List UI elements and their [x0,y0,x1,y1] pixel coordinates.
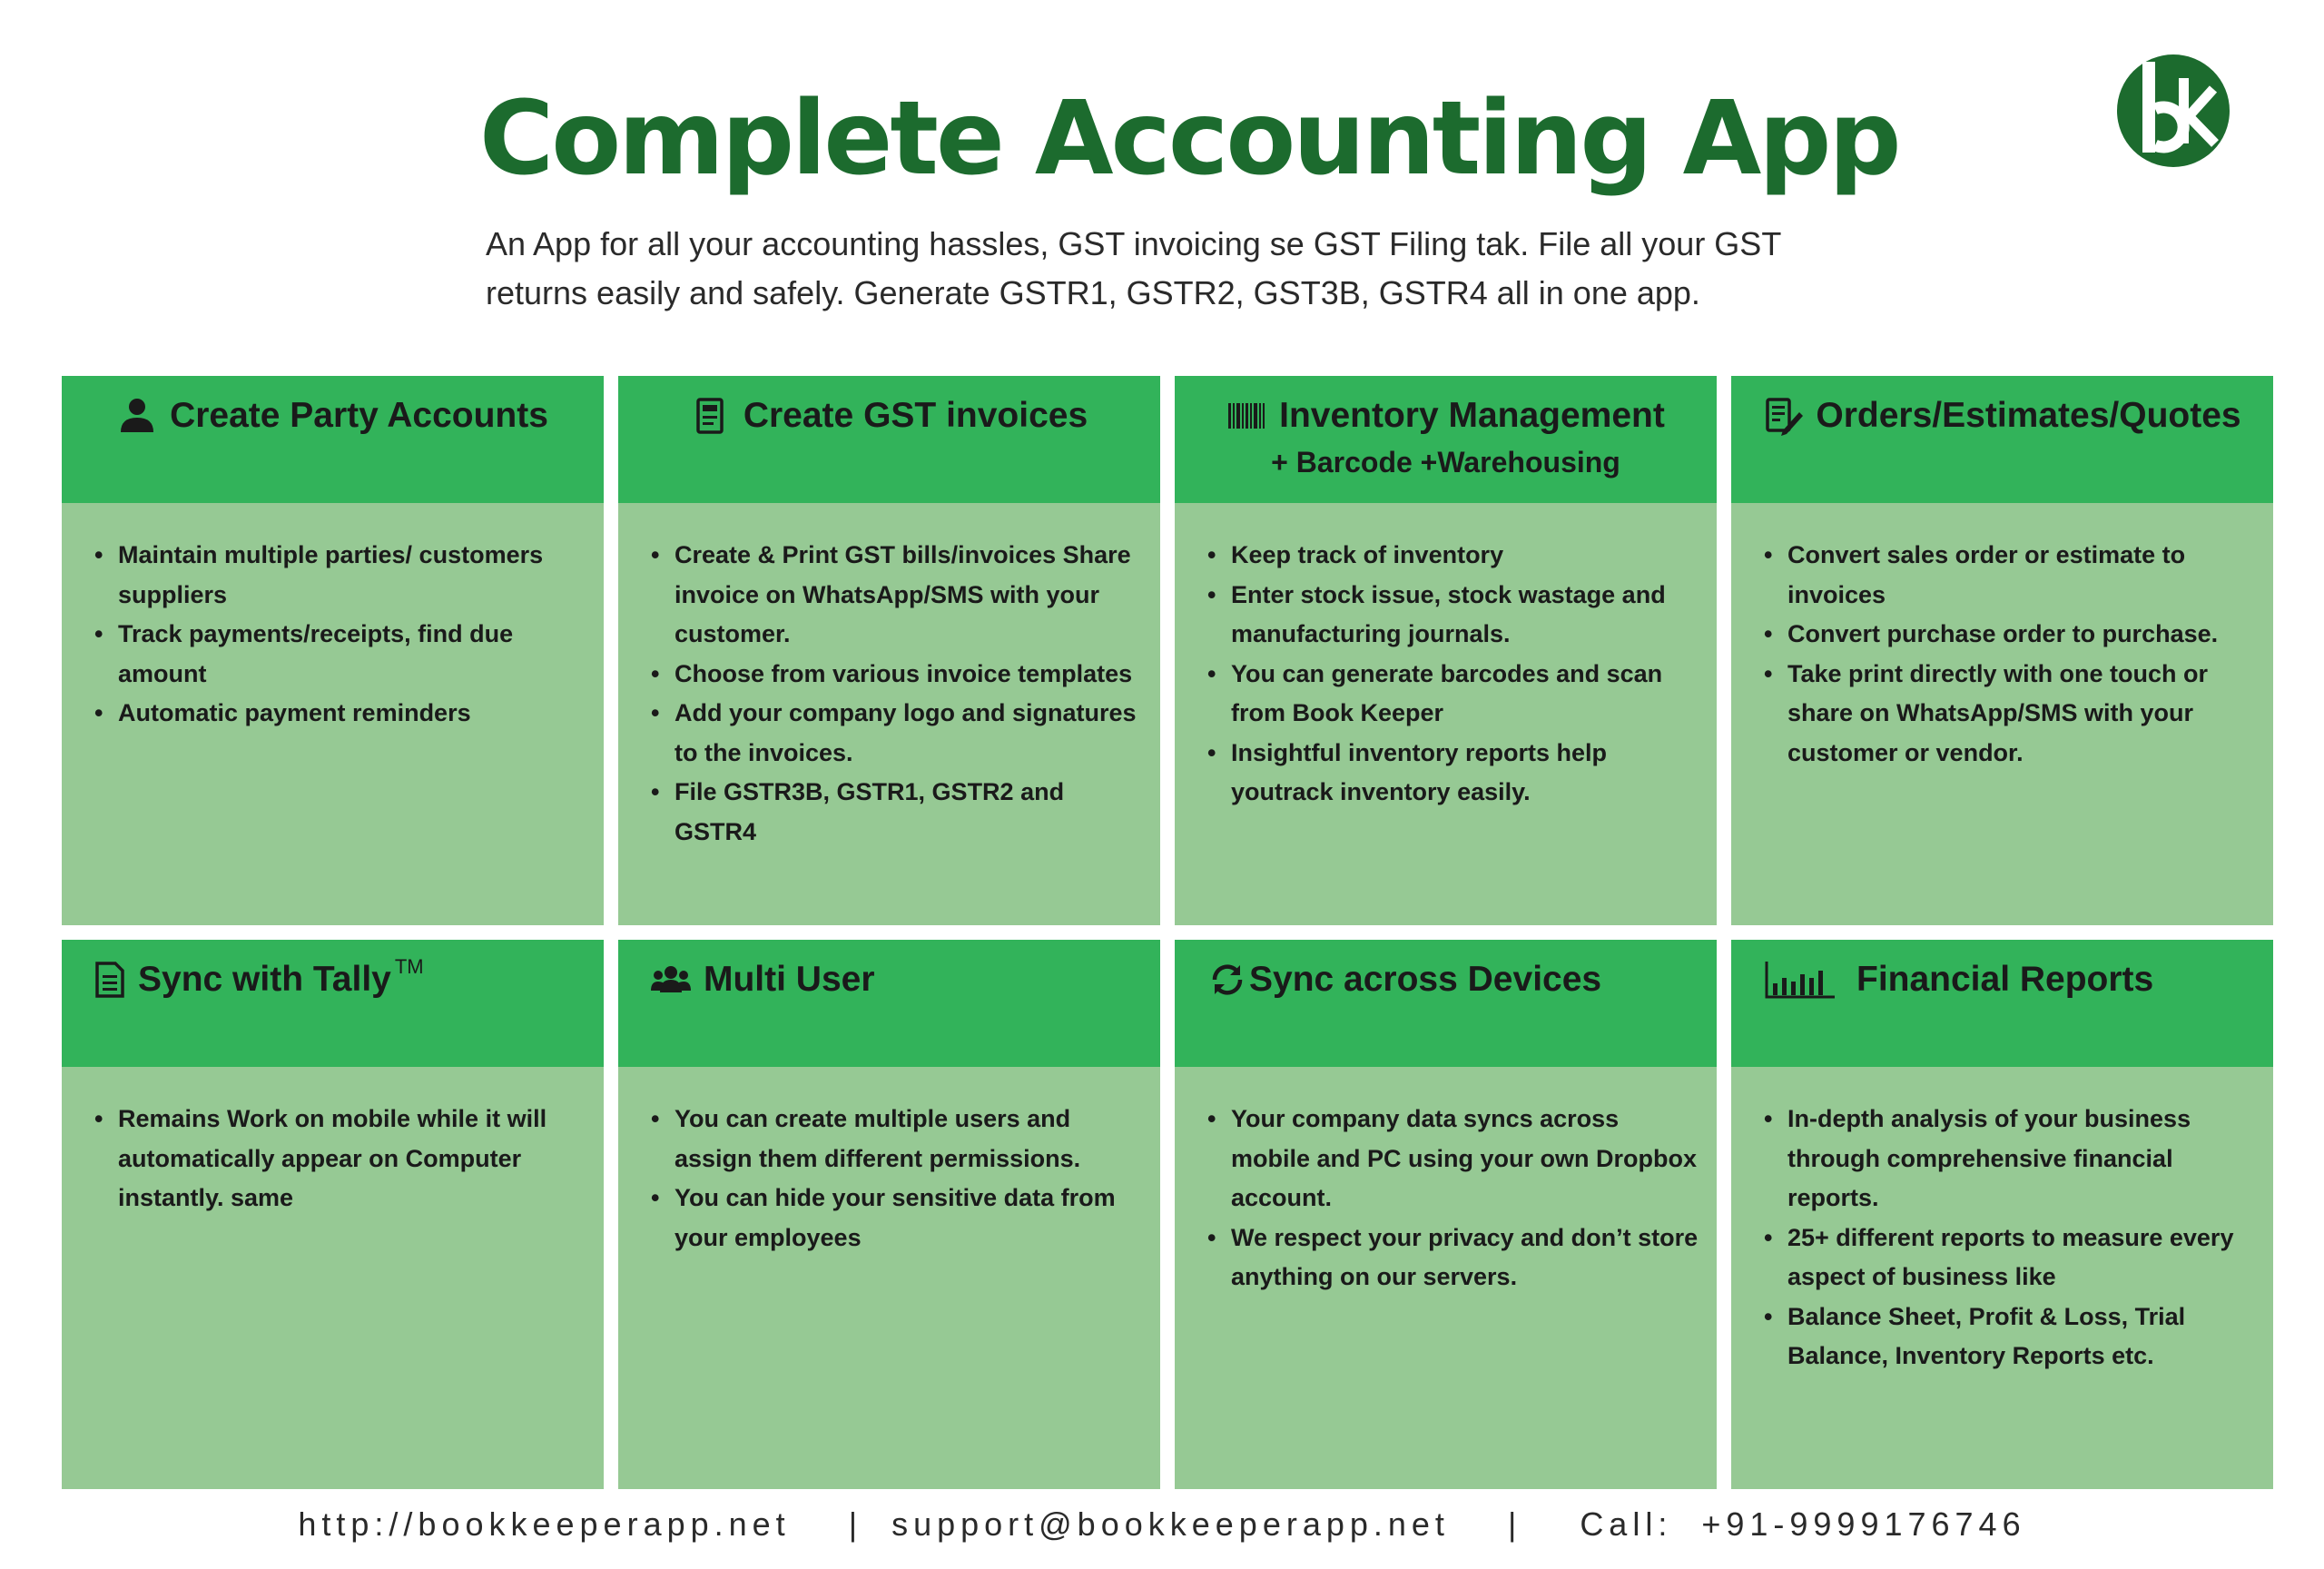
card-header [1731,940,2273,1067]
feature-card-inventory [1175,376,1717,925]
list-item: • Keep track of inventory [1207,536,1699,576]
card-points [618,503,1160,852]
page-subtitle: An App for all your accounting hassles, GST invoicing se GST Filing tak. File all your GST returns easily and safely. Generate GSTR1, GSTR2, GST3B, GSTR4 all in one app. [486,225,1781,311]
features-grid [62,376,2273,1489]
list-item: • You can generate barcodes and scan from Book Keeper [1207,655,1699,734]
card-points [618,1067,1160,1258]
list-item: • Add your company logo and signatures to the invoices. [651,694,1142,773]
list-item: • Convert sales order or estimate to invoices [1764,536,2255,615]
card-header [1175,940,1717,1067]
document-icon [94,962,125,998]
list-item: • Choose from various invoice templates [651,655,1142,695]
card-points [1175,503,1717,813]
card-header [62,940,604,1067]
card-title: Create Party Accounts [170,396,548,435]
feature-card-device-sync [1175,940,1717,1489]
card-title: Inventory Management [1279,396,1665,435]
bar-chart-icon [1764,960,1837,1000]
card-header [618,940,1160,1067]
feature-card-multi-user [618,940,1160,1489]
card-subtitle: + Barcode +Warehousing [1271,446,1620,479]
list-item: • File GSTR3B, GSTR1, GSTR2 and GSTR4 [651,773,1142,852]
barcode-icon [1226,396,1266,436]
card-points [1731,1067,2273,1377]
list-item: • Enter stock issue, stock wastage and manufacturing journals. [1207,576,1699,655]
list-item: • Convert purchase order to purchase. [1764,615,2255,655]
support-email-link[interactable]: support@bookkeeperapp.net [891,1505,1450,1543]
list-item: • Automatic payment reminders [94,694,586,734]
card-header [1175,376,1717,503]
list-item: • In-depth analysis of your business through comprehensive financial reports. [1764,1100,2255,1219]
card-title: Create GST invoices [743,396,1088,435]
list-item: • Take print directly with one touch or share on WhatsApp/SMS with your customer or vendor. [1764,655,2255,774]
feature-card-financial-reports [1731,940,2273,1489]
card-title: Financial Reports [1856,960,2154,999]
list-item: • Track payments/receipts, find due amount [94,615,586,694]
users-icon [651,960,691,1000]
card-points [1175,1067,1717,1298]
card-points [62,503,604,734]
feature-card-orders [1731,376,2273,925]
list-item: • 25+ different reports to measure every aspect of business like [1764,1219,2255,1298]
card-title: Sync across Devices [1249,960,1602,999]
list-item: • You can hide your sensitive data from your employees [651,1179,1142,1258]
list-item: • Insightful inventory reports help youtrack inventory easily. [1207,734,1699,813]
contact-footer: http://bookkeeperapp.net | support@bookkeeperapp.net | Call: +91-9999176746 [298,1505,2026,1543]
feature-card-gst-invoices [618,376,1160,925]
list-item: • You can create multiple users and assign them different permissions. [651,1100,1142,1179]
card-title: Sync with Tally [138,960,391,999]
card-points [1731,503,2273,773]
website-link[interactable]: http://bookkeeperapp.net [298,1505,791,1543]
edit-document-icon [1763,396,1803,436]
bk-logo [2115,53,2231,169]
card-title: Multi User [704,960,875,999]
card-title: Orders/Estimates/Quotes [1816,396,2241,435]
feature-card-tally-sync [62,940,604,1489]
sync-icon [1207,960,1247,1000]
card-header [62,376,604,503]
trademark-mark: TM [394,955,424,978]
user-icon [117,396,157,436]
card-header [1731,376,2273,503]
feature-card-party-accounts [62,376,604,925]
list-item: • We respect your privacy and don’t store anything on our servers. [1207,1219,1699,1298]
invoice-icon [691,396,731,436]
list-item: • Balance Sheet, Profit & Loss, Trial Balance, Inventory Reports etc. [1764,1298,2255,1377]
card-points [62,1067,604,1219]
list-item: • Your company data syncs across mobile and PC using your own Dropbox account. [1207,1100,1699,1219]
list-item: • Create & Print GST bills/invoices Share invoice on WhatsApp/SMS with your customer. [651,536,1142,655]
card-header [618,376,1160,503]
phone-number: Call: +91-9999176746 [1580,1505,2026,1543]
list-item: • Maintain multiple parties/ customers suppliers [94,536,586,615]
page-title: Complete Accounting App [479,80,1899,198]
list-item: • Remains Work on mobile while it will automatically appear on Computer instantly. same [94,1100,586,1219]
